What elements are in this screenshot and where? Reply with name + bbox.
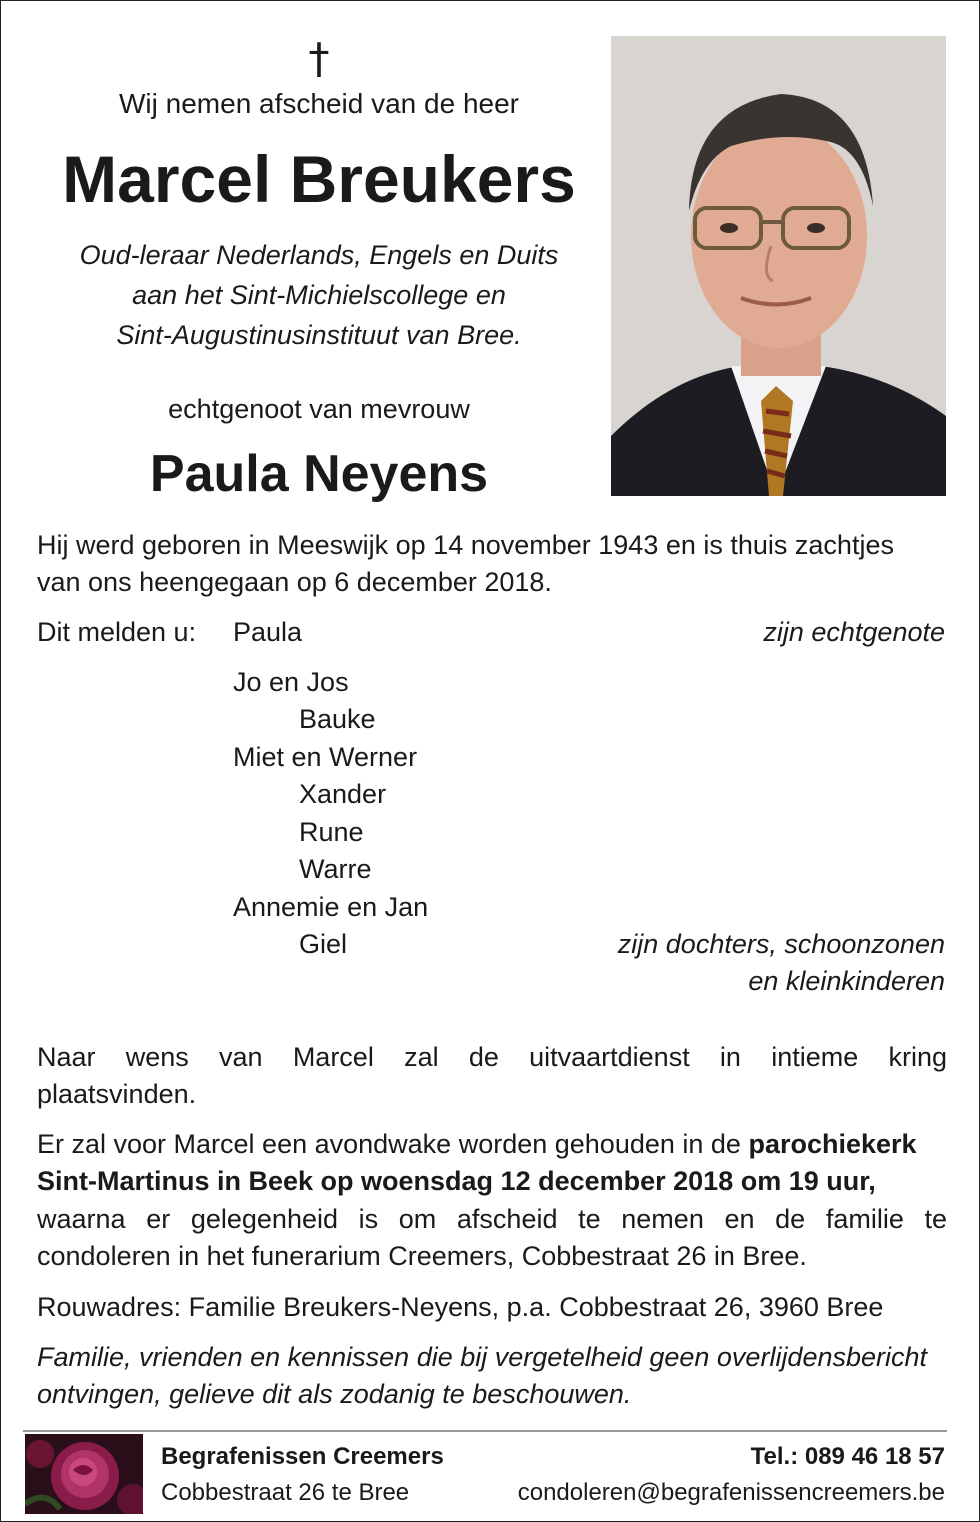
deceased-name: Marcel Breukers	[62, 142, 576, 216]
portrait-illustration	[611, 36, 946, 496]
family-member: Annemie en Jan	[233, 892, 429, 922]
intro-text: Wij nemen afscheid van de heer	[119, 88, 519, 119]
wake-line	[37, 1126, 947, 1163]
footer-divider	[23, 1430, 947, 1432]
occupation-line: Oud-leraar Nederlands, Engels en Duits	[79, 240, 559, 270]
wake-details: Sint-Martinus in Beek op woensdag 12 december 2018 om 19 uur,	[37, 1166, 876, 1196]
family-spouse: Paula	[233, 617, 303, 647]
occupation-line: Sint-Augustinusinstituut van Bree.	[116, 320, 522, 350]
occupation-line: aan het Sint-Michielscollege en	[132, 280, 506, 310]
family-member: Miet en Werner	[233, 742, 418, 772]
children-role: zijn dochters, schoonzonen	[617, 929, 945, 959]
rose-icon	[25, 1434, 143, 1514]
company-phone: Tel.: 089 46 18 57	[750, 1443, 945, 1470]
wish-line: Naar wens van Marcel zal de uitvaartdienst in intieme kring	[37, 1042, 947, 1072]
spouse-name: Paula Neyens	[149, 445, 489, 503]
wake-line: waarna er gelegenheid is om afscheid te nemen en de familie te	[37, 1204, 947, 1234]
spouse-role: zijn echtgenote	[763, 617, 945, 647]
portrait-photo	[611, 36, 946, 496]
wake-text: Er zal voor Marcel een avondwake worden gehouden in de	[37, 1129, 741, 1159]
company-email[interactable]: condoleren@begrafenissencreemers.be	[517, 1479, 945, 1506]
wake-location: parochiekerk	[748, 1129, 917, 1159]
mourning-address: Rouwadres: Familie Breukers-Neyens, p.a. Cobbestraat 26, 3960 Bree	[37, 1292, 884, 1322]
company-address: Cobbestraat 26 te Bree	[161, 1479, 410, 1506]
family-label: Dit melden u:	[37, 617, 197, 647]
family-member: Bauke	[299, 704, 376, 734]
spouse-intro: echtgenoot van mevrouw	[168, 394, 470, 424]
note-line: ontvingen, gelieve dit als zodanig te beschouwen.	[37, 1379, 632, 1409]
children-role: en kleinkinderen	[748, 966, 945, 996]
occupation	[1, 235, 637, 355]
family-member: Xander	[299, 779, 387, 809]
birth-line: van ons heengegaan op 6 december 2018.	[37, 567, 552, 597]
family-member: Warre	[299, 854, 372, 884]
family-member: Giel	[299, 929, 348, 959]
note-line: Familie, vrienden en kennissen die bij vergetelheid geen overlijdensbericht	[37, 1342, 928, 1372]
company-name: Begrafenissen Creemers	[161, 1443, 444, 1470]
cross-icon: †	[308, 34, 330, 83]
family-member: Rune	[299, 817, 364, 847]
family-member: Jo en Jos	[233, 667, 349, 697]
wish-line: plaatsvinden.	[37, 1079, 197, 1109]
wake-line: condoleren in het funerarium Creemers, Cobbestraat 26 in Bree.	[37, 1241, 807, 1271]
birth-line: Hij werd geboren in Meeswijk op 14 november 1943 en is thuis zachtjes	[37, 530, 894, 560]
